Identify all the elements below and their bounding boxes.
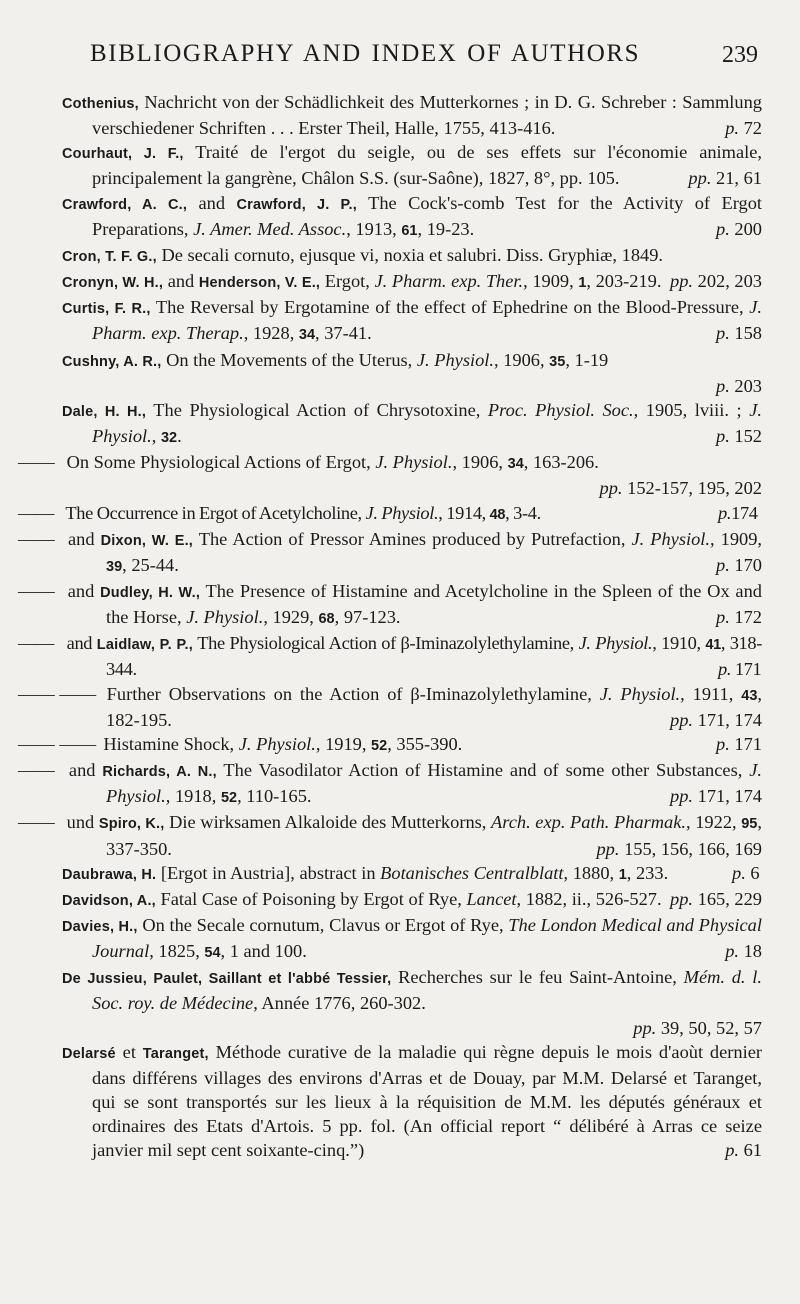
page-number: 239 [722, 42, 758, 68]
journal-title: J. Pharm. exp. Therap. [92, 297, 762, 344]
page-reference: p. 171 [716, 733, 762, 754]
bibliography-entry: —— The Occurrence in Ergot of Acetylcholine, J. Physiol., 1914, 48, 3-4. p.174 [18, 502, 758, 523]
journal-title: Mém. d. l. Soc. roy. de Médecine [92, 967, 762, 1014]
journal-title: J. Physiol. [578, 633, 653, 654]
journal-title: J. Physiol. [416, 349, 494, 370]
entry-text: Méthode curative de la maladie qui règne depuis le mois d'aoùt dernier dans différens villages des environs d'Arras et de Douay, par M.M. Delarsé et Taranget, qui se sont transportés sur les lieux à la réquisition de M.M. les députés généraux et ordinaires des Etats d'Artois. 5 pp. fol. (An official report “ délibéré à Arras ce seize janvier mil sept cent soixante-cinq.”) [92, 1041, 762, 1161]
author-name: Cothenius, [62, 96, 139, 112]
volume-number: 34 [298, 327, 316, 344]
bibliography-entry: —— and Dudley, H. W., The Presence of Histamine and Acetylcholine in the Spleen of the Ox and the Horse, J. Physiol., 1929, 68, 97-123. p. 172 [62, 579, 762, 631]
bibliography-entry: Davies, H., On the Secale cornutum, Clavus or Ergot of Rye, The London Medical and Physical Journal, 1825, 54, 1 and 100. p. 18 [62, 913, 762, 965]
volume-number: 43 [741, 687, 758, 704]
coauthor-name: Henderson, V. E., [198, 275, 321, 292]
page-reference: pp. 155, 156, 166, 169 [596, 838, 762, 859]
bibliography-entry: Dale, H. H., The Physiological Action of Chrysotoxine, Proc. Physiol. Soc., 1905, lviii. ; J. Physiol., 32. p. 152 [62, 398, 762, 450]
entry-text: On the Secale cornutum, Clavus or Ergot of Rye, [137, 915, 509, 935]
volume-number: 61 [401, 222, 418, 239]
bibliography-entry [62, 140, 762, 190]
entry-text: The Reversal by Ergotamine of the effect of Ephedrine on the Blood-Pressure, [150, 297, 750, 318]
bibliography-entry: —— On Some Physiological Actions of Ergot, J. Physiol., 1906, 34, 163-206. pp. 152-157, 195, 202 [62, 450, 762, 500]
entry-text: On Some Physiological Actions of Ergot, [62, 452, 376, 473]
coauthor-name: Taranget, [142, 1045, 209, 1062]
coauthor-name: Richards, A. N., [102, 764, 217, 781]
entry-text: The Vasodilator Action of Histamine and of some other Substances, [216, 760, 750, 781]
coauthor-name: Dudley, H. W., [100, 584, 201, 601]
journal-title: J. Physiol. [375, 452, 453, 473]
journal-title: Proc. Physiol. Soc. [487, 399, 634, 420]
entry-text: The Cock's-comb Test for the Activity of Ergot Preparations, [92, 192, 763, 239]
journal-title: J. Physiol. [599, 683, 681, 704]
journal-title: J. Physiol. [92, 399, 762, 447]
page-reference: p. 61 [725, 1140, 762, 1161]
journal-title: Lancet [466, 888, 517, 909]
author-name: Davies, H., [62, 919, 138, 935]
journal-title: J. Amer. Med. Assoc. [193, 218, 347, 239]
volume-number: 95 [741, 816, 758, 833]
bibliography-entry: Davidson, A., Fatal Case of Poisoning by Ergot of Rye, Lancet, 1882, ii., 526-527. pp. 165, 229 [62, 887, 762, 913]
volume-number: 52 [220, 790, 238, 807]
volume-number: 35 [549, 353, 566, 370]
journal-title: J. Physiol. [106, 760, 763, 807]
entry-text: Fatal Case of Poisoning by Ergot of Rye, [155, 888, 467, 909]
page-reference: pp. 39, 50, 52, 57 [633, 1017, 762, 1038]
volume-number: 34 [507, 456, 524, 473]
bibliography-entry: Daubrawa, H. [Ergot in Austria], abstract in Botanisches Centralblatt, 1880, 1, 233. p. 6 [62, 862, 760, 883]
bibliography-entry: —— und Spiro, K., Die wirksamen Alkaloide des Mutterkorns, Arch. exp. Path. Pharmak., 1922, 95, 337-350. pp. 155, 156, 166, 169 [62, 810, 762, 860]
entry-text: The Physiological Action of β-Iminazolylethylamine, [192, 633, 579, 654]
page-reference: pp. 152-157, 195, 202 [599, 478, 762, 499]
page-reference: pp. 171, 174 [670, 786, 762, 807]
entry-text: Nachricht von der Schädlichkeit des Mutterkornes ; in D. G. Schreber : Sammlung verschiedener Schriften . . . Erster Theil, Halle, 1755, 413-416. [92, 92, 762, 139]
ditto-dash: —— —— [18, 683, 97, 704]
entry-text: Ergot, [320, 271, 375, 292]
volume-number: 54 [204, 945, 221, 962]
entry-text: [Ergot in Austria], abstract in [156, 862, 381, 883]
bibliography-entry: Delarsé et Taranget, Méthode curative de la maladie qui règne depuis le mois d'aoùt dernier dans différens villages des environs d'Arras et de Douay, par M.M. Delarsé et Taranget, qui se sont transportés sur les lieux à la réquisition de M.M. les députés généraux et ordinaires des Etats d'Artois. 5 pp. fol. (An official report “ délibéré à Arras ce seize janvier mil sept cent soixante-cinq.”) p. 61 [62, 1040, 762, 1163]
page-reference: p. 158 [716, 323, 762, 344]
bibliography-entry: Curtis, F. R., The Reversal by Ergotamine of the effect of Ephedrine on the Blood-Pressure, J. Pharm. exp. Therap., 1928, 34, 37-41. p. 158 [62, 295, 762, 347]
entry-text: De secali cornuto, ejusque vi, noxia et salubri. Diss. Gryphiæ, 1849. [156, 244, 664, 265]
page-reference: pp. 21, 61 [688, 168, 762, 189]
entry-text: Further Observations on the Action of β-Iminazolylethylamine, [98, 683, 600, 704]
bibliography-entry: Crawford, A. C., and Crawford, J. P., The Cock's-comb Test for the Activity of Ergot Preparations, J. Amer. Med. Assoc., 1913, 61, 19-23. p. 200 [62, 191, 762, 243]
coauthor-name: Spiro, K., [98, 816, 165, 833]
entry-text: The Occurrence in Ergot of Acetylcholine, [62, 502, 366, 523]
volume-number: 68 [318, 611, 335, 628]
author-name: Crawford, A. C., [62, 196, 188, 213]
volume-number: 32 [160, 430, 178, 447]
bibliography-entry [62, 90, 762, 140]
author-name: Cronyn, W. H., [62, 275, 164, 292]
page-reference: p. 170 [716, 554, 762, 575]
entry-text: Recherches sur le feu Saint-Antoine, [391, 967, 684, 988]
volume-number: 1 [618, 866, 627, 883]
coauthor-name: Crawford, J. P., [236, 196, 358, 213]
entry-text: On the Movements of the Uterus, [161, 349, 417, 370]
bibliography-entry [62, 243, 762, 269]
journal-title: J. Physiol. [186, 607, 264, 628]
bibliography-entry: —— —— Histamine Shock, J. Physiol., 1919, 52, 355-390. p. 171 [62, 732, 762, 758]
page-reference: p. 72 [725, 118, 762, 139]
bibliography-entry: —— and Richards, A. N., The Vasodilator Action of Histamine and of some other Substances, J. Physiol., 1918, 52, 110-165. pp. 171, 174 [62, 758, 762, 810]
bibliography-entry: Cronyn, W. H., and Henderson, V. E., Ergot, J. Pharm. exp. Ther., 1909, 1, 203-219. pp. 202, 203 [62, 269, 762, 295]
author-name: Delarsé [62, 1045, 116, 1062]
journal-title: J. Physiol. [365, 502, 439, 523]
journal-title: J. Physiol. [631, 528, 711, 549]
running-head: BIBLIOGRAPHY AND INDEX OF AUTHORS [90, 40, 641, 67]
volume-number: 52 [371, 737, 388, 754]
page-reference: p. 152 [716, 426, 762, 447]
author-name: Curtis, F. R., [62, 301, 151, 318]
coauthor-name: Laidlaw, P. P., [96, 637, 193, 654]
journal-title: The London Medical and Physical Journal [92, 915, 762, 962]
author-name: Courhaut, J. F., [62, 146, 184, 163]
entry-text: Traité de l'ergot du seigle, ou de ses effets sur l'économie animale, principalement la gangrène, Châlon S.S. (sur-Saône), 1827, 8°, pp. 105. [92, 142, 762, 189]
journal-title: J. Pharm. exp. Ther. [374, 271, 524, 292]
entry-text: The Presence of Histamine and Acetylcholine in the Spleen of the Ox and the Horse, [106, 580, 762, 628]
bibliography-list [18, 90, 763, 1163]
page-reference: p. 172 [716, 607, 762, 628]
entry-text: Histamine Shock, [98, 733, 239, 754]
author-name: Cushny, A. R., [62, 353, 162, 370]
entry-text: Die wirksamen Alkaloide des Mutterkorns, [164, 812, 492, 833]
page-reference: pp. 171, 174 [670, 709, 762, 730]
page-reference: pp. 165, 229 [670, 888, 762, 909]
bibliography-entry: —— —— Further Observations on the Action of β-Iminazolylethylamine, J. Physiol., 1911, 43, 182-195. pp. 171, 174 [62, 682, 762, 732]
page-reference: pp. 202, 203 [670, 271, 762, 292]
bibliography-entry: De Jussieu, Paulet, Saillant et l'abbé Tessier, Recherches sur le feu Saint-Antoine, Mém. d. l. Soc. roy. de Médecine, Année 1776, 260-302. pp. 39, 50, 52, 57 [62, 965, 762, 1039]
journal-title: Arch. exp. Path. Pharmak. [491, 812, 687, 833]
coauthor-name: Dixon, W. E., [100, 532, 194, 549]
author-name: Cron, T. F. G., [62, 248, 157, 265]
volume-number: 39 [106, 558, 123, 575]
author-name: Dale, H. H., [62, 403, 147, 420]
volume-number: 48 [489, 506, 506, 523]
author-name: Daubrawa, H. [62, 866, 157, 883]
entry-text: The Action of Pressor Amines produced by Putrefaction, [193, 528, 632, 549]
ditto-dash: —— —— [18, 733, 97, 754]
volume-number: 41 [705, 637, 721, 654]
journal-title: J. Physiol. [238, 733, 316, 754]
author-name: De Jussieu, Paulet, Saillant et l'abbé Tessier, [62, 971, 392, 988]
page-header [62, 40, 762, 84]
volume-number: 1 [578, 275, 587, 292]
page-reference: p. 200 [716, 218, 762, 239]
bibliography-entry: Cushny, A. R., On the Movements of the Uterus, J. Physiol., 1906, 35, 1-19 p. 203 [62, 348, 762, 398]
entry-text: The Physiological Action of Chrysotoxine, [146, 399, 488, 420]
page-reference: p. 18 [725, 941, 762, 962]
bibliography-entry: —— and Laidlaw, P. P., The Physiological Action of β-Iminazolylethylamine, J. Physiol., 1910, 41, 318-344. p. 171 [18, 633, 763, 680]
author-name: Davidson, A., [62, 892, 156, 909]
bibliography-entry: —— and Dixon, W. E., The Action of Pressor Amines produced by Putrefaction, J. Physiol., 1909, 39, 25-44. p. 170 [62, 527, 762, 579]
journal-title: Botanisches Centralblatt [380, 862, 564, 883]
page-reference: p. 203 [716, 375, 762, 396]
